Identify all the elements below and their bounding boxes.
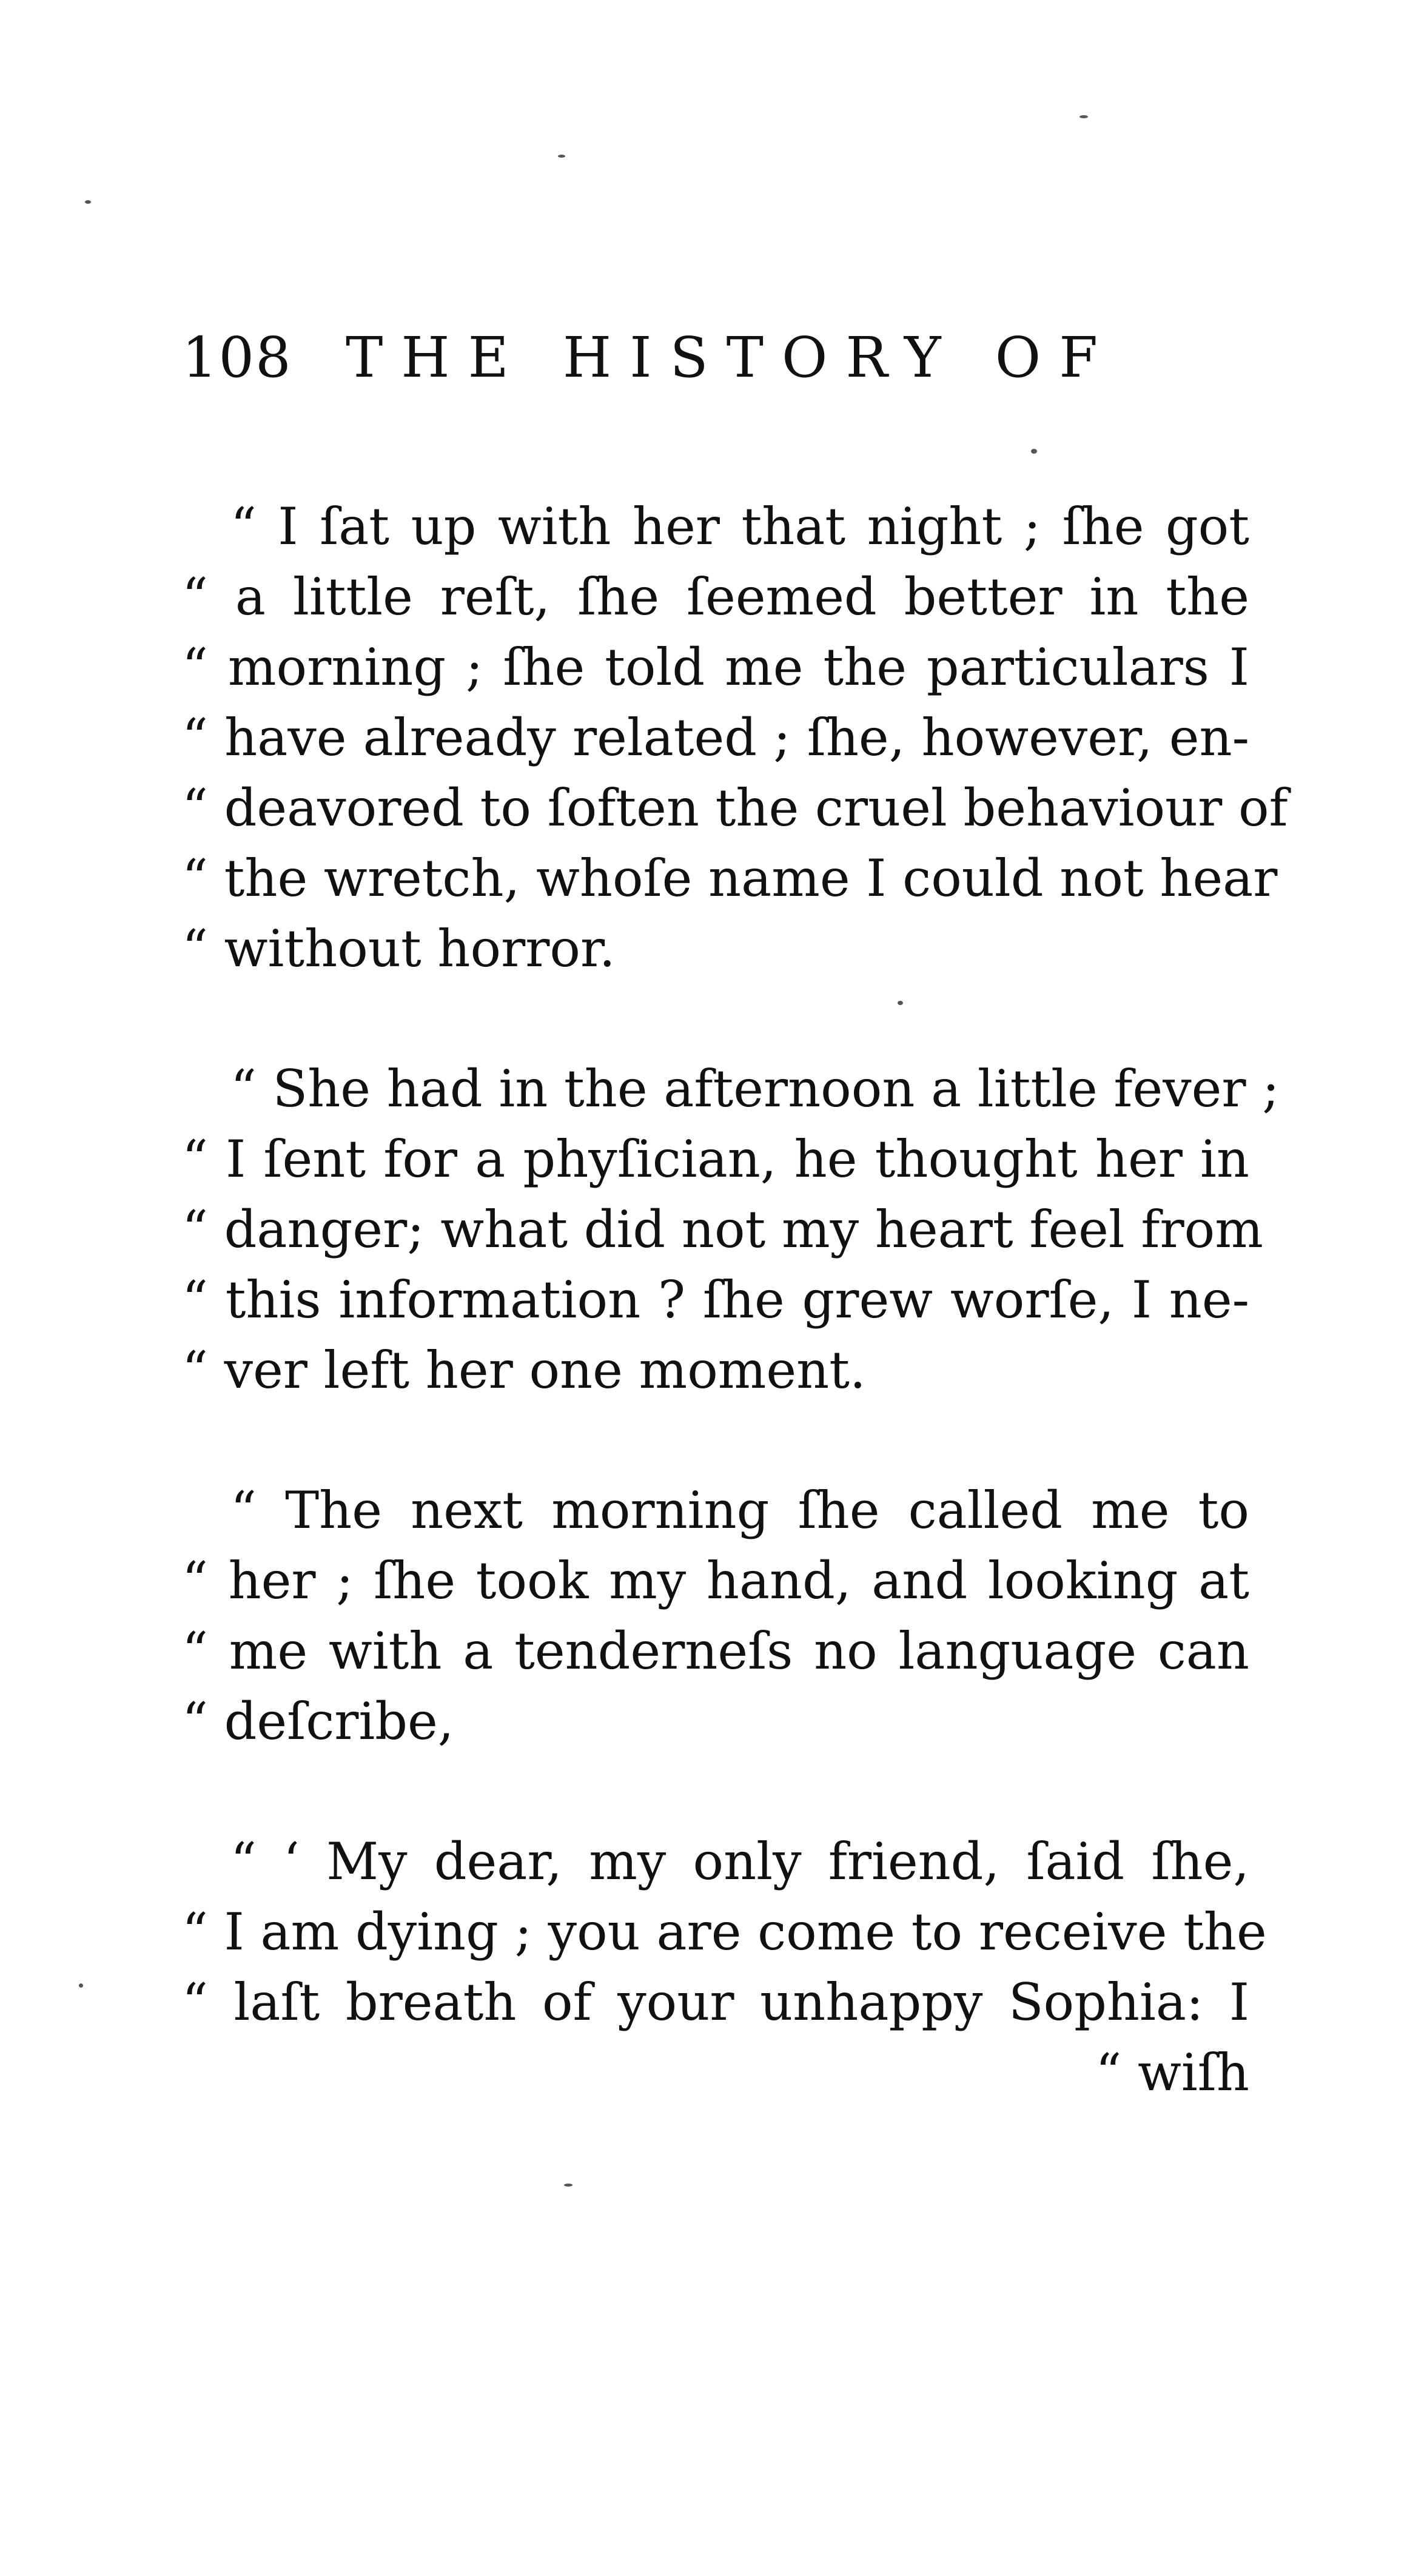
ink-speck (558, 155, 565, 158)
paragraph (182, 1054, 1280, 1405)
text-line: “ have already related ; ſhe, however, en- (182, 708, 1249, 767)
paragraph (182, 1826, 1267, 2108)
ink-speck (1079, 115, 1088, 118)
ink-speck (1031, 449, 1037, 454)
text-line: “ laſt breath of your unhappy Sophia: I (182, 1972, 1249, 2032)
text-line: “ danger; what did not my heart feel from (182, 1200, 1263, 1259)
paragraph (182, 1475, 1249, 1757)
text-line: “ without horror. (182, 919, 616, 978)
ink-speck (85, 200, 91, 204)
text-line: “ I am dying ; you are come to receive the (182, 1902, 1267, 1962)
running-title: THE HISTORY OF (346, 325, 1116, 390)
text-line: “ deavored to ſoften the cruel behaviour of (182, 778, 1288, 838)
ink-speck (79, 1983, 83, 1988)
page-number: 108 (182, 325, 292, 390)
text-line: “ morning ; ſhe told me the particulars I (182, 637, 1249, 697)
text-line: “ a little reſt, ſhe ſeemed better in the (182, 567, 1249, 627)
text-line: “ this information ? ſhe grew worſe, I ne- (182, 1270, 1249, 1330)
text-line: “ ‘ My dear, my only friend, ſaid ſhe, (230, 1832, 1249, 1891)
ink-speck (564, 2184, 572, 2187)
text-line: “ the wretch, whoſe name I could not hear (182, 849, 1278, 908)
text-line: “ I ſat up with her that night ; ſhe got (230, 497, 1249, 556)
paragraph (182, 491, 1288, 984)
page-header (182, 315, 1274, 400)
text-line: “ I ſent for a phyſician, he thought her in (182, 1129, 1249, 1189)
text-line: “ her ; ſhe took my hand, and looking at (182, 1551, 1249, 1610)
text-line: “ She had in the afternoon a little fever ; (230, 1059, 1280, 1118)
text-line: “ deſcribe, (182, 1692, 454, 1751)
body-text (182, 491, 1288, 2108)
text-line: “ The next morning ſhe called me to (230, 1481, 1249, 1540)
text-line: “ me with a tenderneſs no language can (182, 1621, 1249, 1681)
catchword: “ wiſh (1095, 2043, 1249, 2102)
text-line: “ ver left her one moment. (182, 1340, 866, 1400)
ink-speck (898, 1001, 903, 1005)
